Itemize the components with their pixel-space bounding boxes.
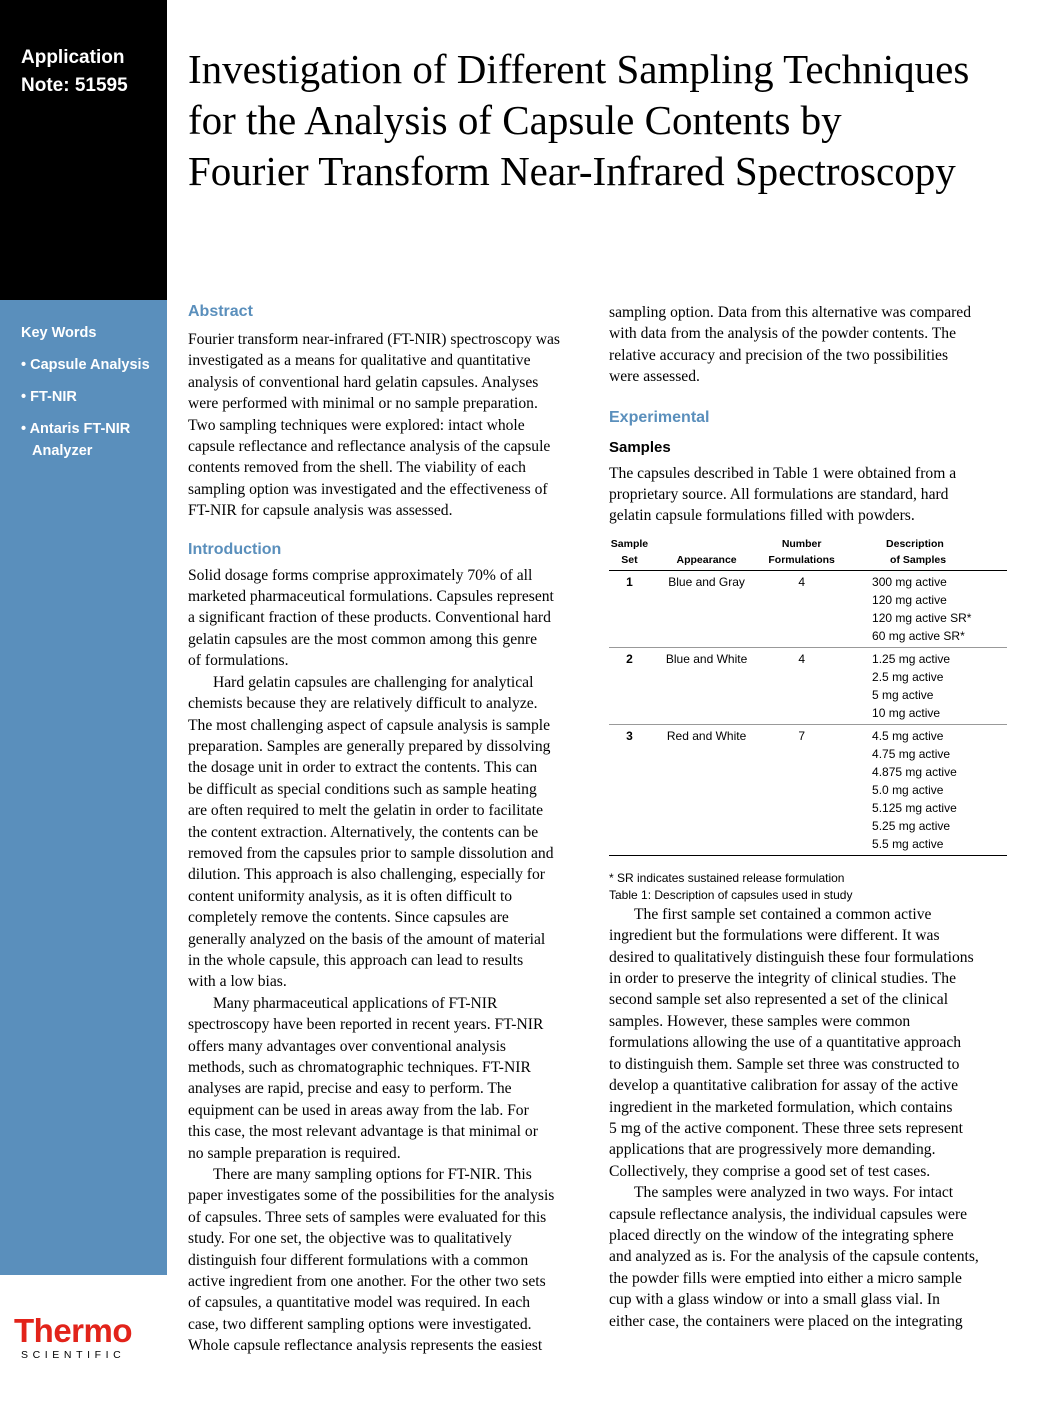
text-line: desired to qualitatively distinguish these four formulations	[609, 948, 974, 966]
logo-wordmark: Thermo	[14, 1312, 133, 1349]
document-title	[188, 44, 1038, 197]
text-line: no sample preparation is required.	[188, 1144, 401, 1162]
text-line: study. For one set, the objective was to qualitatively	[188, 1230, 512, 1248]
text-line: with data from the analysis of the powder contents. The	[609, 325, 957, 343]
table-notes	[609, 870, 1009, 904]
experimental-paragraph-2	[609, 1182, 1009, 1332]
text-line: ingredient but the formulations were different. It was	[609, 927, 940, 945]
text-line: completely remove the contents. Since capsules are	[188, 909, 509, 927]
text-line: The samples were analyzed in two ways. For intact	[634, 1184, 954, 1202]
cell-description	[840, 724, 1007, 855]
key-word-item: • Antaris FT-NIR Analyzer	[21, 421, 131, 459]
text-line: investigated as a means for qualitative and quantitative	[188, 352, 531, 370]
text-line: analysis of conventional hard gelatin capsules. Analyses	[188, 373, 539, 391]
introduction-heading: Introduction	[188, 540, 282, 558]
text-line: case, two different sampling options were investigated.	[188, 1315, 532, 1333]
text-line: sampling option. Data from this alternative was compared	[609, 304, 972, 321]
text-line: capsule reflectance analysis, the individual capsules were	[609, 1205, 968, 1223]
description-line: 5.25 mg active	[872, 818, 951, 833]
cell-sample-set: 2	[609, 647, 650, 724]
abstract-heading: Abstract	[188, 303, 253, 320]
cell-number: 4	[763, 570, 840, 647]
app-note-line-2: Note: 51595	[21, 75, 128, 96]
text-line: are often required to melt the gelatin in order to facilitate	[188, 802, 544, 820]
left-column	[188, 302, 588, 1357]
text-line: a significant fraction of these products. Conventional hard	[188, 609, 551, 627]
text-line: dilution. This approach is also challenging, especially for	[188, 866, 545, 884]
intro-paragraph-1	[188, 565, 588, 672]
text-line: applications that are progressively more demanding.	[609, 1141, 936, 1159]
description-line: 5.5 mg active	[872, 836, 944, 851]
text-line: capsule reflectance and reflectance analysis of the capsule	[188, 438, 551, 456]
text-line: active ingredient from one another. For the other two sets	[188, 1273, 546, 1291]
text-line: second sample set also represented a set of the clinical	[609, 991, 949, 1009]
cell-appearance: Blue and Gray	[650, 570, 763, 647]
text-line: to distinguish them. Sample set three was constructed to	[609, 1055, 960, 1073]
text-line: be difficult as special conditions such as sample heating	[188, 780, 537, 798]
description-line: 60 mg active SR*	[872, 628, 965, 643]
col-header-sample-set	[609, 536, 650, 571]
text-line: placed directly on the window of the integrating sphere	[609, 1226, 954, 1244]
right-column	[609, 302, 1009, 1332]
continued-paragraph	[609, 302, 1009, 388]
text-line: the powder fills were emptied into either a micro sample	[609, 1269, 962, 1287]
text-line: Whole capsule reflectance analysis represents the easiest	[188, 1337, 543, 1355]
col-header-description	[840, 536, 1007, 571]
text-line: cup with a glass window or into a small glass vial. In	[609, 1291, 940, 1309]
text-line: 5 mg of the active component. These three sets represent	[609, 1119, 963, 1137]
description-line: 120 mg active	[872, 592, 947, 607]
experimental-heading: Experimental	[609, 408, 710, 426]
title-line: Investigation of Different Sampling Techniques	[188, 46, 970, 92]
cell-description	[840, 570, 1007, 647]
key-word-item: • Capsule Analysis	[21, 357, 150, 373]
description-line: 4.75 mg active	[872, 746, 951, 761]
cell-number: 7	[763, 724, 840, 855]
samples-heading: Samples	[609, 438, 671, 456]
text-line: in the whole capsule, this approach can lead to results	[188, 951, 524, 969]
cell-number: 4	[763, 647, 840, 724]
text-line: and analyzed as is. For the analysis of the capsule contents,	[609, 1248, 979, 1266]
intro-paragraph-2	[188, 672, 588, 993]
text-line: Solid dosage forms comprise approximately 70% of all	[188, 566, 533, 584]
text-line: The capsules described in Table 1 were obtained from a	[609, 464, 957, 482]
text-line: either case, the containers were placed on the integrating	[609, 1312, 963, 1330]
abstract-paragraph	[188, 329, 588, 522]
text-line: removed from the capsules prior to sample dissolution and	[188, 844, 554, 862]
table-header-row	[609, 536, 1007, 571]
text-line: There are many sampling options for FT-NIR. This	[213, 1166, 532, 1184]
description-line: 5 mg active	[872, 687, 934, 702]
description-line: 2.5 mg active	[872, 669, 944, 684]
header-text: of Samples	[890, 553, 947, 566]
cell-appearance: Red and White	[650, 724, 763, 855]
text-line: of formulations.	[188, 652, 289, 670]
text-line: Fourier transform near-infrared (FT-NIR) spectroscopy was	[188, 331, 560, 348]
text-line: gelatin capsule formulations filled with powders.	[609, 507, 915, 525]
header-text: Set	[621, 553, 638, 566]
logo-subtitle: SCIENTIFIC	[21, 1349, 126, 1361]
text-line: contents removed from the shell. The viability of each	[188, 459, 526, 477]
key-word-item: • FT-NIR	[21, 389, 77, 405]
title-line: Fourier Transform Near-Infrared Spectroscopy	[188, 148, 956, 194]
description-line: 4.5 mg active	[872, 728, 944, 743]
text-line: chemists because they are relatively difficult to analyze.	[188, 695, 538, 713]
intro-paragraph-3	[188, 993, 588, 1164]
text-line: sampling option was investigated and the effectiveness of	[188, 480, 548, 498]
text-line: equipment can be used in areas away from the lab. For	[188, 1101, 529, 1119]
text-line: generally analyzed on the basis of the amount of material	[188, 930, 546, 948]
table-row	[609, 724, 1007, 855]
text-line: The first sample set contained a common active	[634, 905, 932, 923]
text-line: relative accuracy and precision of the two possibilities	[609, 346, 949, 364]
description-line: 5.0 mg active	[872, 782, 944, 797]
text-line: Two sampling techniques were explored: intact whole	[188, 416, 525, 434]
header-text: Description	[886, 537, 944, 550]
table-footnote: * SR indicates sustained release formulation	[609, 870, 845, 885]
cell-appearance: Blue and White	[650, 647, 763, 724]
text-line: analyses are rapid, precise and easy to perform. The	[188, 1080, 512, 1098]
cell-sample-set: 3	[609, 724, 650, 855]
text-line: FT-NIR for capsule analysis was assessed.	[188, 502, 453, 520]
text-line: the content extraction. Alternatively, the contents can be	[188, 823, 539, 841]
table-caption: Table 1: Description of capsules used in study	[609, 887, 853, 902]
header-text: Formulations	[768, 553, 835, 566]
text-line: spectroscopy have been reported in recent years. FT-NIR	[188, 1016, 544, 1034]
table-row	[609, 647, 1007, 724]
description-line: 5.125 mg active	[872, 800, 957, 815]
description-line: 10 mg active	[872, 705, 941, 720]
text-line: offers many advantages over conventional analysis	[188, 1037, 506, 1055]
text-line: of capsules. Three sets of samples were evaluated for this	[188, 1208, 547, 1226]
application-note-label	[21, 44, 128, 100]
text-line: ingredient in the marketed formulation, which contains	[609, 1098, 953, 1116]
thermo-scientific-logo	[14, 1314, 154, 1361]
text-line: formulations allowing the use of a quantitative approach	[609, 1034, 962, 1052]
table-1	[609, 536, 1007, 856]
col-header-appearance: Appearance	[650, 536, 763, 571]
text-line: preparation. Samples are generally prepared by dissolving	[188, 737, 551, 755]
cell-description	[840, 647, 1007, 724]
key-words-heading: Key Words	[21, 325, 97, 341]
col-header-number-formulations	[763, 536, 840, 571]
samples-intro-paragraph	[609, 463, 1009, 527]
text-line: were performed with minimal or no sample preparation.	[188, 395, 538, 413]
text-line: marketed pharmaceutical formulations. Capsules represent	[188, 588, 554, 606]
text-line: paper investigates some of the possibilities for the analysis	[188, 1187, 555, 1205]
experimental-paragraph-1	[609, 904, 1009, 1182]
text-line: Many pharmaceutical applications of FT-NIR	[213, 994, 498, 1012]
text-line: the dosage unit in order to extract the contents. This can	[188, 759, 538, 777]
description-line: 1.25 mg active	[872, 651, 951, 666]
text-line: develop a quantitative calibration for assay of the active	[609, 1077, 958, 1095]
description-line: 4.875 mg active	[872, 764, 957, 779]
description-line: 120 mg active SR*	[872, 610, 972, 625]
app-note-line-1: Application	[21, 47, 125, 68]
key-words	[21, 322, 161, 472]
text-line: Collectively, they comprise a good set of test cases.	[609, 1162, 931, 1180]
text-line: proprietary source. All formulations are standard, hard	[609, 486, 949, 504]
table-row	[609, 570, 1007, 647]
text-line: samples. However, these samples were common	[609, 1012, 911, 1030]
text-line: The most challenging aspect of capsule analysis is sample	[188, 716, 551, 734]
text-line: with a low bias.	[188, 973, 287, 991]
text-line: content uniformity analysis, as it is often difficult to	[188, 887, 513, 905]
text-line: gelatin capsules are the most common among this genre	[188, 630, 538, 648]
intro-paragraph-4	[188, 1164, 588, 1357]
text-line: of capsules, a quantitative model was required. In each	[188, 1294, 531, 1312]
text-line: methods, such as chromatographic techniques. FT-NIR	[188, 1059, 531, 1076]
header-text: Number	[781, 537, 822, 550]
description-line: 300 mg active	[872, 574, 947, 589]
text-line: were assessed.	[609, 368, 700, 386]
title-line: for the Analysis of Capsule Contents by	[188, 97, 842, 143]
text-line: distinguish four different formulations with a common	[188, 1251, 529, 1269]
cell-sample-set: 1	[609, 570, 650, 647]
text-line: Hard gelatin capsules are challenging for analytical	[213, 673, 534, 691]
header-text: Sample	[610, 537, 649, 550]
text-line: this case, the most relevant advantage is that minimal or	[188, 1123, 538, 1141]
text-line: in order to preserve the integrity of clinical studies. The	[609, 970, 956, 988]
